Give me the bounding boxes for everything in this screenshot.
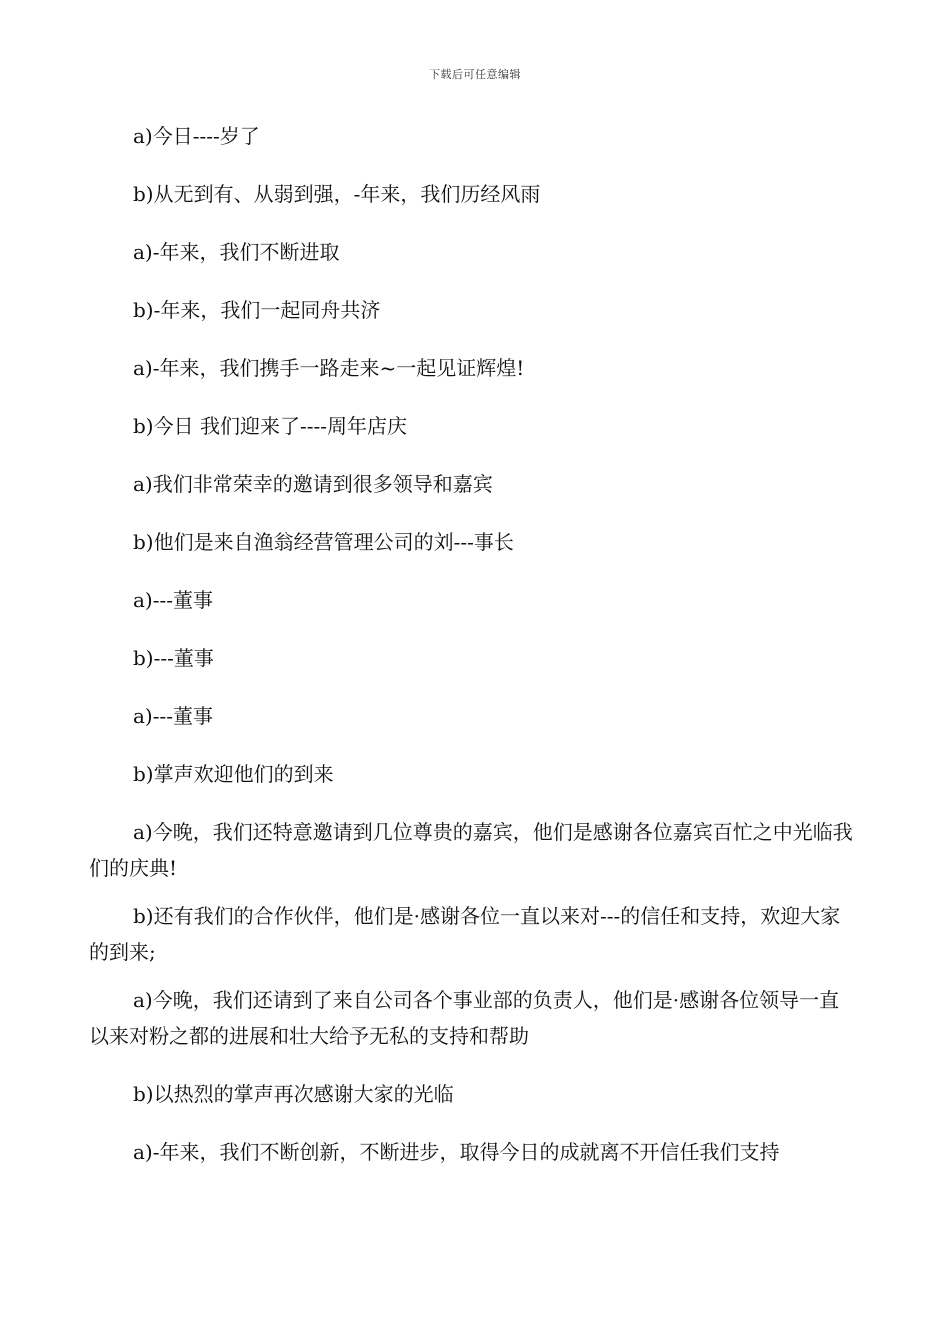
- script-paragraph: a)今晚，我们还特意邀请到几位尊贵的嘉宾，他们是感谢各位嘉宾百忙之中光临我们的庆典!: [89, 820, 853, 880]
- script-line: b)---董事: [133, 646, 214, 670]
- script-line: b)掌声欢迎他们的到来: [133, 762, 334, 786]
- script-line: b)从无到有、从弱到强，-年来，我们历经风雨: [133, 182, 541, 206]
- header-note: 下载后可任意编辑: [429, 68, 521, 81]
- script-line: a)-年来，我们不断创新，不断进步，取得今日的成就离不开信任我们支持: [133, 1140, 780, 1164]
- script-line: b)-年来，我们一起同舟共济: [133, 298, 381, 322]
- script-line: b)他们是来自渔翁经营管理公司的刘---事长: [133, 530, 514, 554]
- script-line: a)---董事: [133, 704, 213, 728]
- script-line: a)---董事: [133, 588, 213, 612]
- document-body: [89, 118, 854, 1192]
- script-paragraph: b)还有我们的合作伙伴，他们是·感谢各位一直以来对---的信任和支持，欢迎大家的到来;: [89, 904, 841, 964]
- script-paragraph: a)今晚，我们还请到了来自公司各个事业部的负责人，他们是·感谢各位领导一直以来对粉之都的进展和壮大给予无私的支持和帮助: [89, 988, 840, 1048]
- script-line: b)以热烈的掌声再次感谢大家的光临: [133, 1082, 454, 1106]
- script-line: b)今日 我们迎来了----周年店庆: [133, 414, 407, 438]
- script-line: a)今日----岁了: [133, 124, 260, 148]
- script-line: a)-年来，我们不断进取: [133, 240, 340, 264]
- script-line: a)-年来，我们携手一路走来~一起见证辉煌!: [133, 356, 525, 380]
- script-line: a)我们非常荣幸的邀请到很多领导和嘉宾: [133, 472, 493, 496]
